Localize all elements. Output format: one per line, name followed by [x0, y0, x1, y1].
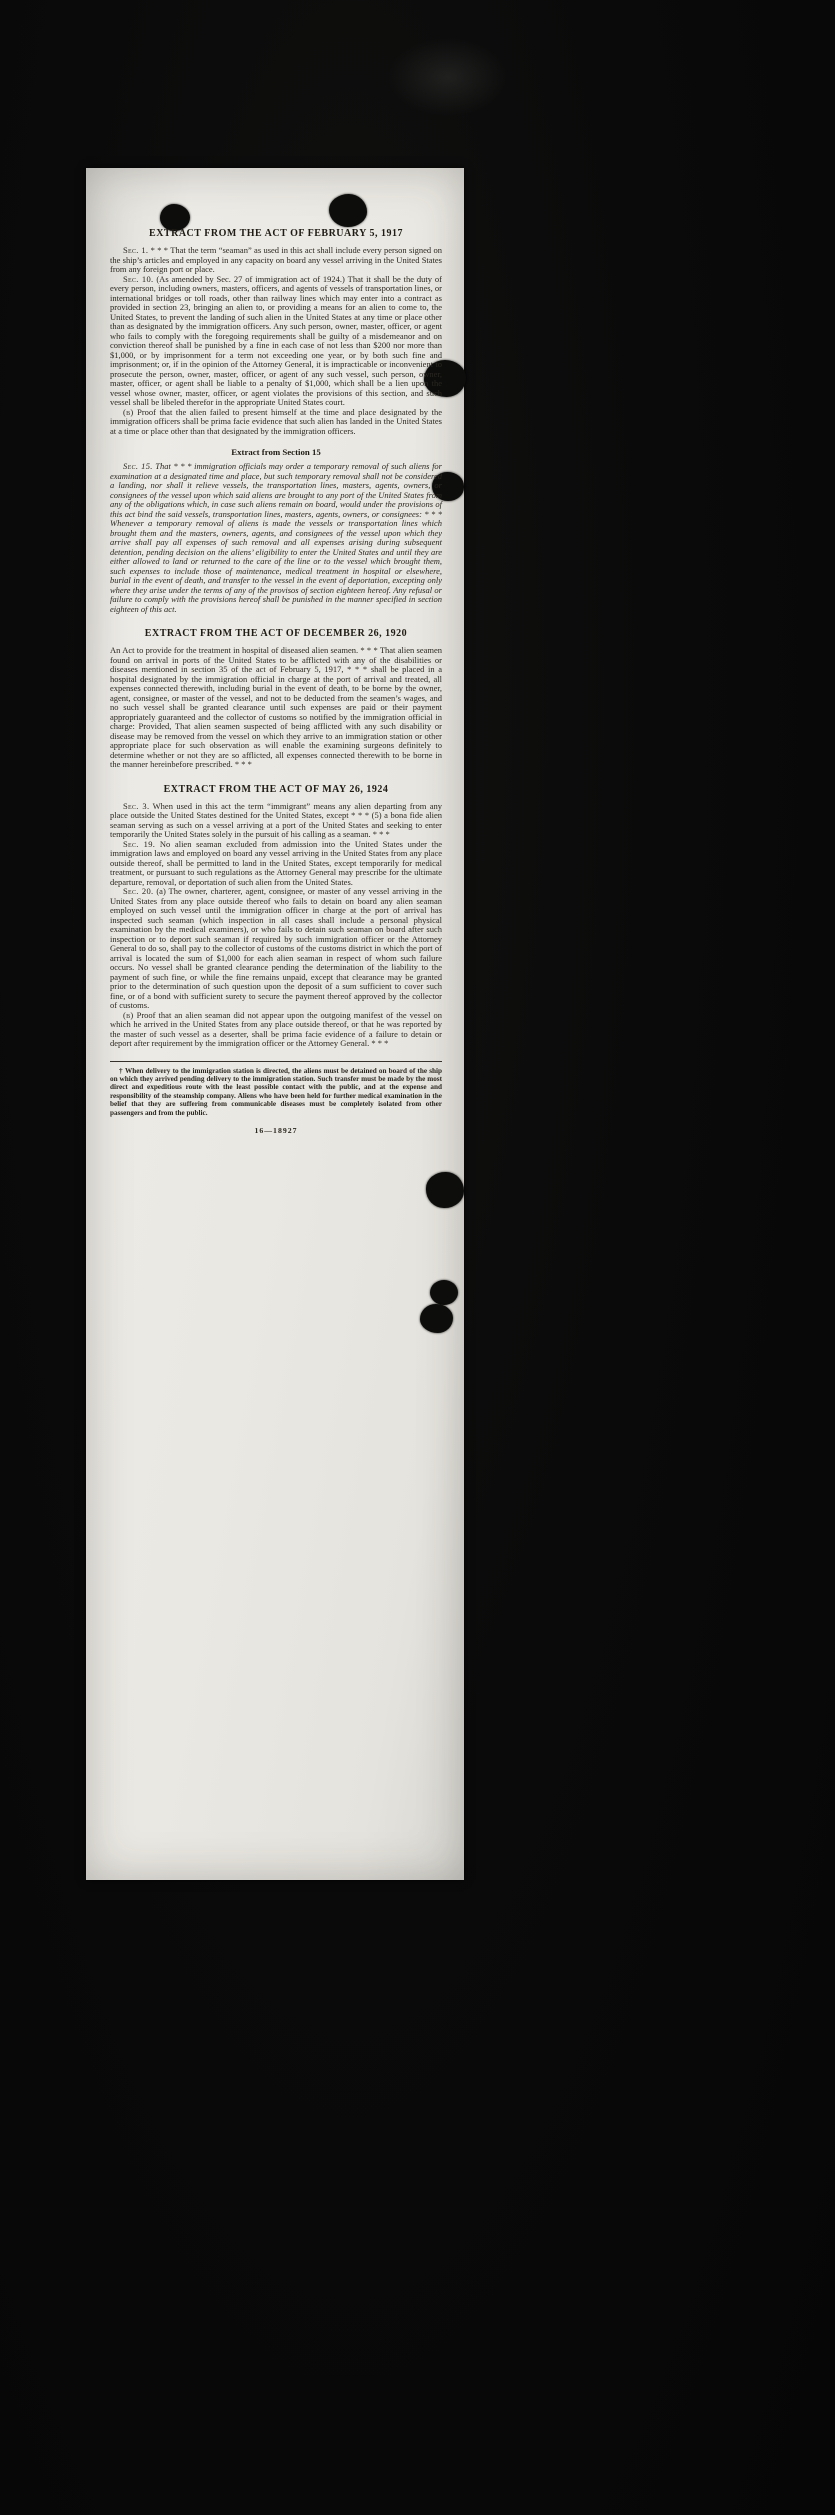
paragraph-sec-20b	[110, 1011, 442, 1049]
ink-blot	[420, 1304, 453, 1333]
paragraph-text: (As amended by Sec. 27 of immigration act of 1924.) That it shall be the duty of every person, including owners, masters, officers, and agents of vessels of transportation lines, or international bridges or toll roads, other than railway lines which may enter into a contract as provided in section 23, bringing an alien to, or providing a means for an alien to come to, the United States, to prevent the landing of such alien in the United States at any time or place other than as designated by the immigration officers. Any such person, owner, master, officer, or agent who fails to comply with the foregoing requirements shall be guilty of a misdemeanor and on conviction thereof shall be punished by a fine in each case of not less than $200 nor more than $1,000, or by imprisonment for a term not exceeding one year, or by both such fine and imprisonment; or, if in the opinion of the Attorney General, it is impracticable or inconvenient to prosecute the person, owner, master, officer, or agent of any such vessel, such person, owner, master, officer, or agent shall be liable to a penalty of $1,000, which shall be a lien upon the vessel whose owner, master, officer, or agent violates the provisions of this section, and such vessel shall be libeled therefor in the appropriate United States court.	[110, 273, 442, 407]
section-number: Sec. 19.	[123, 838, 156, 849]
paragraph-act-1920	[110, 646, 442, 770]
section-number: Sec. 20.	[123, 886, 154, 896]
paragraph-sec-15	[110, 462, 442, 614]
section-number: Sec. 1.	[123, 245, 149, 255]
act-1920-heading: EXTRACT FROM THE ACT OF DECEMBER 26, 1920	[144, 628, 408, 639]
document-content	[86, 168, 464, 1135]
section-number: Sec. 3.	[123, 800, 150, 811]
ink-blot	[430, 1280, 458, 1305]
act-1924-heading: EXTRACT FROM THE ACT OF MAY 26, 1924	[163, 783, 389, 795]
section-number: Sec. 10.	[123, 273, 154, 284]
act-1917-heading: EXTRACT FROM THE ACT OF FEBRUARY 5, 1917	[149, 228, 403, 239]
subsection-letter: (b)	[123, 406, 134, 417]
document-page	[86, 168, 464, 1880]
section-15-heading: Extract from Section 15	[231, 447, 321, 457]
scan-smudge	[388, 38, 508, 116]
paragraph-sec-19	[110, 840, 442, 888]
section-number: Sec. 15.	[123, 461, 153, 471]
paragraph-text: When used in this act the term “immigrant” means any alien departing from any place outside the United States destined for the United States, except * * * (5) a bona fide alien seaman serving as such on a vessel arriving at a port of the United States and seeking to enter temporarily the United States solely in the pursuit of his calling as a seaman. * * *	[110, 800, 442, 839]
paragraph-sec-10	[110, 275, 442, 408]
paragraph-sec-1	[110, 246, 442, 275]
paragraph-text: Proof that an alien seaman did not appear upon the outgoing manifest of the vessel on which he arrived in the United States from any place outside thereof, or that he was reported by the master of such vessel as a deserter, shall be prima facie evidence of a failure to detain or deport after requirement by the immigration officer or the Attorney General. * * *	[110, 1009, 442, 1048]
ink-blot	[426, 1172, 464, 1208]
paragraph-text: An Act to provide for the treatment in hospital of diseased alien seamen. * * * That alien seamen found on arrival in ports of the United States to be afflicted with any of the disabilities or diseases mentioned in section 35 of the act of February 5, 1917, * * * shall be placed in a hospital designated by the immigration official in charge at the port of arrival and treated, all expenses connected therewith, including burial in the event of death, to be borne by the owner, agent, consignee, or master of the vessel, and not to be deducted from the seamen’s wages, and no such vessel shall be granted clearance until such expenses are paid or their payment appropriately guaranteed and the collector of customs so notified by the immigration official in charge: Provided, That alien seamen suspected of being afflicted with any such disability or disease may be removed from the vessel on which they arrive to an immigration station or other appropriate place for such observation as will enable the examining surgeons definitely to determine whether or not they are so afflicted, all expenses connected therewith to be borne in the manner hereinbefore prescribed. * * *	[110, 645, 442, 769]
footnote-text: † When delivery to the immigration station is directed, the aliens must be detained on board of the ship on which they arrived pending delivery to the immigration station. Such transfer must be made by the most direct and expeditious route with the least possible contact with the public, and at the expense and responsibility of the steamship company. Aliens who have been held for further medical examination in the belief that they are suffering from communicable diseases must be completely isolated from other passengers and from the public.	[110, 1066, 442, 1117]
subsection-letter: (b)	[123, 1009, 134, 1020]
footnote-divider	[110, 1061, 442, 1117]
paragraph-text: * * * That the term “seaman” as used in this act shall include every person signed on the ship’s articles and employed in any capacity on board any vessel arriving in the United States from any foreign port or place.	[110, 245, 443, 274]
paragraph-text: No alien seaman excluded from admission into the United States under the immigration laws and employed on board any vessel arriving in the United States from any place outside thereof, shall be permitted to land in the United States, except temporarily for medical treatment, or pursuant to such regulations as the Attorney General may prescribe for the ultimate departure, removal, or deportation of such alien from the United States.	[110, 838, 443, 887]
paragraph-sec-3	[110, 802, 442, 840]
print-code: 16—18927	[254, 1125, 298, 1135]
paragraph-text: (a) The owner, charterer, agent, consignee, or master of any vessel arriving in the United States from any place outside thereof who fails to detain on board any alien seaman employed on such vessel until the immigration officer in charge at the port of arrival has inspected such seaman (which inspection in all cases shall include a personal physical examination by the medical examiners), or who fails to detain such seaman on board after such inspection or to deport such seaman if required by such immigration officer or the Attorney General to do so, shall pay to the collector of customs of the customs district in which the port of arrival is located the sum of $1,000 for each alien seaman in respect of whom such failure occurs. No vessel shall be granted clearance pending the determination of the liability to the payment of such fine, or while the fine remains unpaid, except that clearance may be granted prior to the determination of such question upon the deposit of a sum sufficient to cover such fine, or of a bond with sufficient surety to secure the payment thereof approved by the collector of customs.	[110, 886, 442, 1010]
paragraph-text: That * * * immigration officials may order a temporary removal of such aliens for examination at a designated time and place, but such temporary removal shall not be considered a landing, nor shall it relieve vessels, the transportation lines, masters, agents, owners, or consignees of the vessel upon which said aliens are brought to any port of the United States from any of the obligations which, in case such aliens remain on board, would under the provisions of this act bind the said vessels, transportation lines, masters, agents, owners, or consignees: * * * Whenever a temporary removal of aliens is made the vessels or transportation lines which brought them and the masters, owners, agents, and consignees of the vessel upon which they arrive shall pay all expenses of such removal and all expenses arising during subsequent detention, pending decision on the aliens’ eligibility to enter the United States and until they are either allowed to land or returned to the care of the line or to the vessel which brought them, such expenses to include those of maintenance, medical treatment in hospital or elsewhere, burial in the event of death, and transfer to the vessel in the event of deportation, excepting only where they arise under the terms of any of the provisos of section eighteen hereof. Any refusal or failure to comply with the provisions hereof shall be punished in the manner specified in section eighteen of this act.	[110, 461, 442, 614]
paragraph-text: Proof that the alien failed to present himself at the time and place designated by the immigration officers shall be prima facie evidence that such alien has landed in the United States at a time or place other than that designated by the immigration officers.	[110, 406, 442, 436]
paragraph-sec-10b	[110, 408, 442, 437]
paragraph-sec-20a	[110, 887, 442, 1011]
